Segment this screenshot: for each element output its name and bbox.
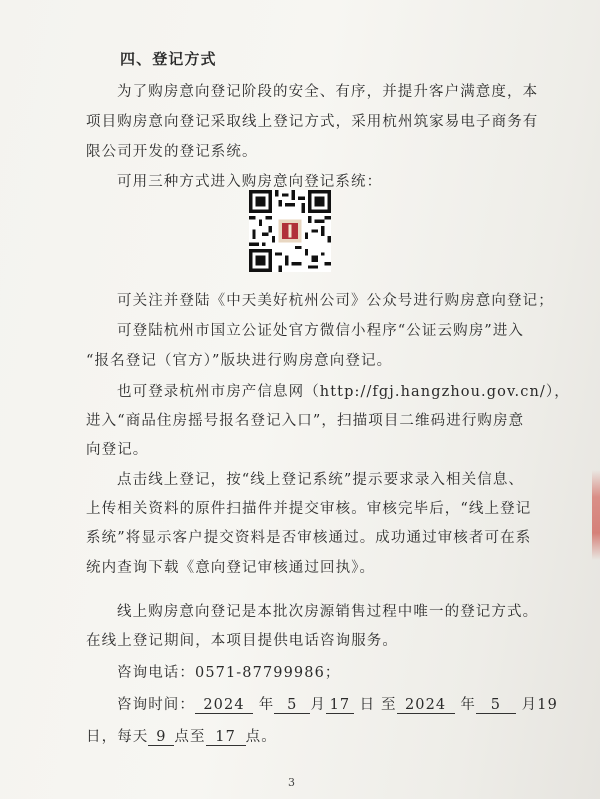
method3-line2: 进入“商品住房摇号报名登记入口”，扫描项目二维码进行购房意	[86, 413, 525, 429]
consult-time-line2	[86, 725, 277, 746]
para3-line4: 统内查询下载《意向登记审核通过回执》。	[86, 560, 376, 576]
start-day: 17	[326, 697, 354, 714]
para1-line1: 为了购房意向登记阶段的安全、有序，并提升客户满意度，本	[117, 84, 539, 100]
para3-line3: 系统”将显示客户提交资料是否审核通过。成功通过审核者可在系	[86, 530, 532, 546]
start-year: 2024	[195, 697, 253, 714]
method1: 可关注并登陆《中天美好杭州公司》公众号进行购房意向登记；	[117, 293, 554, 309]
red-stamp-edge	[592, 470, 600, 560]
start-hour: 9	[148, 729, 174, 746]
daily-prefix: 日，每天	[86, 729, 149, 745]
year-char: 年	[258, 697, 275, 713]
para4-line1: 线上购房意向登记是本批次房源销售过程中唯一的登记方式。	[117, 604, 539, 620]
consult-phone: 咨询电话：0571-87799986；	[117, 665, 341, 681]
method2-line2: “报名登记（官方）”版块进行购房意向登记。	[86, 353, 393, 369]
para1-line2: 项目购房意向登记采取线上登记方式，采用杭州筑家易电子商务有	[86, 114, 539, 130]
month-char: 月	[310, 697, 326, 713]
end-day: 19	[537, 697, 558, 713]
start-month: 5	[274, 697, 310, 714]
to-word: 至	[380, 697, 397, 713]
para3-line2: 上传相关资料的原件扫描件并提交审核。审核完毕后，“线上登记	[86, 501, 532, 517]
section-heading: 四、登记方式	[120, 50, 217, 68]
page-number: 3	[288, 776, 295, 789]
hour-end: 点。	[245, 729, 277, 745]
qr-code-icon	[249, 190, 331, 272]
para1-line3: 限公司开发的登记系统。	[86, 144, 258, 160]
end-hour: 17	[206, 729, 246, 746]
method3-line1: 也可登录杭州市房产信息网（http://fgj.hangzhou.gov.cn/），	[117, 384, 570, 400]
para3-line1: 点击线上登记，按“线上登记系统”提示要求录入相关信息、	[117, 472, 525, 488]
consult-time-label: 咨询时间：	[117, 697, 195, 713]
year-char-2: 年	[460, 697, 476, 713]
method3-line3: 向登记。	[86, 442, 149, 458]
end-year: 2024	[397, 697, 455, 714]
method2-line1: 可登陆杭州市国立公证处官方微信小程序“公证云购房”进入	[117, 323, 525, 339]
para4-line2: 在线上登记期间，本项目提供电话咨询服务。	[86, 633, 398, 649]
day-char: 日	[359, 697, 376, 713]
consult-time-line1	[117, 693, 558, 714]
month-char-2: 月	[521, 697, 538, 713]
para2: 可用三种方式进入购房意向登记系统：	[117, 174, 383, 190]
end-month: 5	[476, 697, 516, 714]
hour-to: 点至	[174, 729, 206, 745]
